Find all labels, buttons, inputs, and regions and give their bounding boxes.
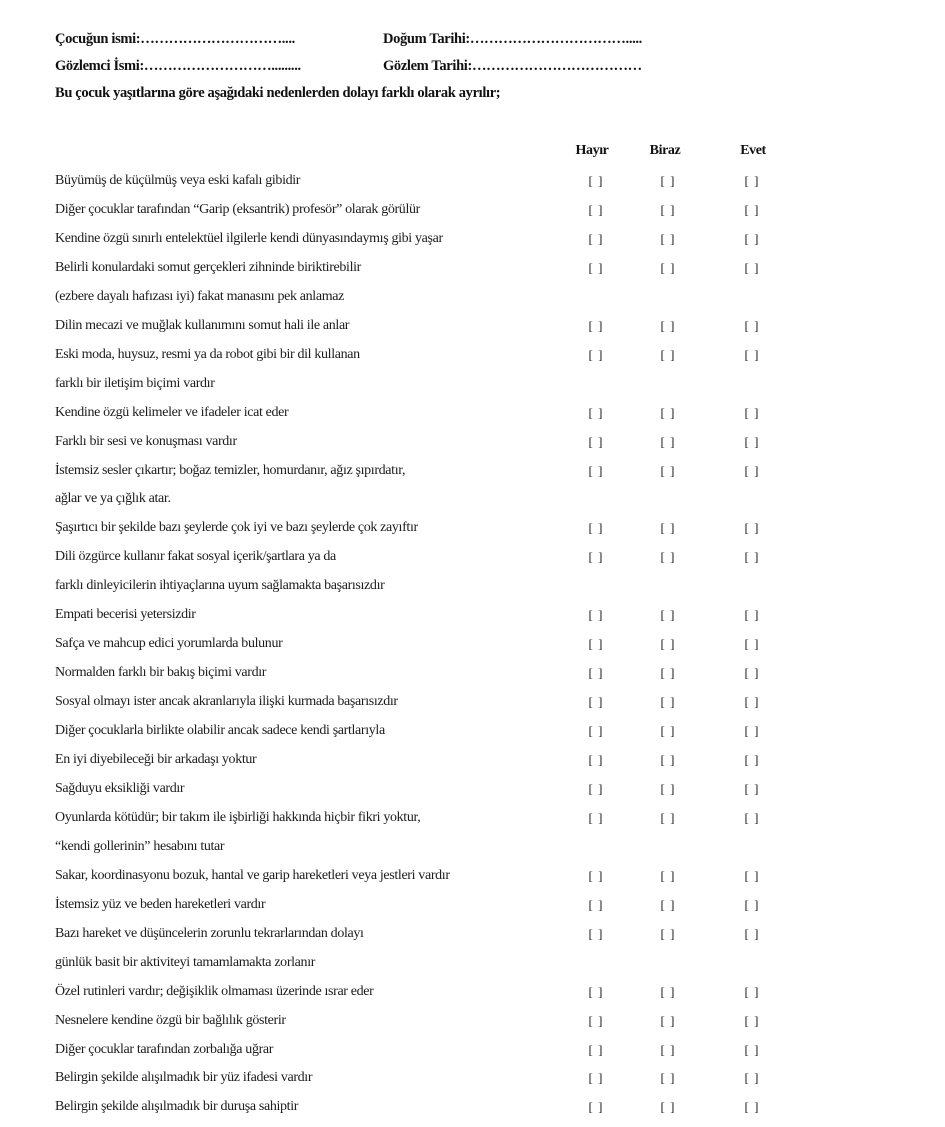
checklist-item-continuation xyxy=(55,953,885,982)
checklist-item-continuation xyxy=(55,374,885,403)
checklist-item xyxy=(55,779,885,808)
item-text: Bazı hareket ve düşüncelerin zorunlu tekrarlarından dolayı xyxy=(55,925,364,941)
column-header-evet: Evet xyxy=(740,143,766,158)
checkbox-biraz[interactable]: [ ] xyxy=(660,1099,676,1115)
checkbox-hayir[interactable]: [ ] xyxy=(588,1012,604,1028)
checklist-item xyxy=(55,866,885,895)
checkbox-hayir[interactable]: [ ] xyxy=(588,462,604,478)
item-text: ağlar ve ya çığlık atar. xyxy=(55,491,171,507)
checkbox-biraz[interactable]: [ ] xyxy=(660,462,676,478)
checkbox-hayir[interactable]: [ ] xyxy=(588,636,604,652)
checkbox-evet[interactable]: [ ] xyxy=(744,404,760,420)
instruction-text: Bu çocuk yaşıtlarına göre aşağıdaki nedenlerden dolayı farklı olarak ayrılır; xyxy=(55,85,501,101)
observer-name-field[interactable]: Gözlemci İsmi:………………………......... xyxy=(55,58,301,74)
item-text: İstemsiz yüz ve beden hareketleri vardır xyxy=(55,896,266,912)
checkbox-biraz[interactable]: [ ] xyxy=(660,867,676,883)
checkbox-hayir[interactable]: [ ] xyxy=(588,1099,604,1115)
column-header-hayir: Hayır xyxy=(575,143,609,158)
checkbox-biraz[interactable]: [ ] xyxy=(660,230,676,246)
checkbox-biraz[interactable]: [ ] xyxy=(660,665,676,681)
checkbox-evet[interactable]: [ ] xyxy=(744,230,760,246)
checkbox-evet[interactable]: [ ] xyxy=(744,462,760,478)
checkbox-biraz[interactable]: [ ] xyxy=(660,404,676,420)
item-text: (ezbere dayalı hafızası iyi) fakat manasını pek anlamaz xyxy=(55,288,344,304)
checkbox-evet[interactable]: [ ] xyxy=(744,694,760,710)
item-text: günlük basit bir aktiviteyi tamamlamakta zorlanır xyxy=(55,954,316,970)
checklist-item xyxy=(55,692,885,721)
item-text: Safça ve mahcup edici yorumlarda bulunur xyxy=(55,636,283,652)
checkbox-biraz[interactable]: [ ] xyxy=(660,549,676,565)
checkbox-hayir[interactable]: [ ] xyxy=(588,259,604,275)
checkbox-evet[interactable]: [ ] xyxy=(744,867,760,883)
item-text: Belirgin şekilde alışılmadık bir yüz ifadesi vardır xyxy=(55,1070,313,1086)
checkbox-biraz[interactable]: [ ] xyxy=(660,809,676,825)
checkbox-hayir[interactable]: [ ] xyxy=(588,520,604,536)
checkbox-biraz[interactable]: [ ] xyxy=(660,201,676,217)
child-name-field[interactable]: Çocuğun ismi:………………………….... xyxy=(55,31,295,47)
checklist-item xyxy=(55,432,885,461)
checkbox-hayir[interactable]: [ ] xyxy=(588,780,604,796)
checklist-item xyxy=(55,721,885,750)
checklist-item-continuation xyxy=(55,287,885,316)
checkbox-biraz[interactable]: [ ] xyxy=(660,694,676,710)
checklist-item xyxy=(55,663,885,692)
checkbox-hayir[interactable]: [ ] xyxy=(588,346,604,362)
checkbox-evet[interactable]: [ ] xyxy=(744,780,760,796)
item-text: Belirli konulardaki somut gerçekleri zihninde biriktirebilir xyxy=(55,259,361,275)
checkbox-hayir[interactable]: [ ] xyxy=(588,665,604,681)
item-text: Normalden farklı bir bakış biçimi vardır xyxy=(55,665,267,681)
checklist-item xyxy=(55,518,885,547)
item-text: Nesnelere kendine özgü bir bağlılık gösterir xyxy=(55,1012,286,1028)
checkbox-biraz[interactable]: [ ] xyxy=(660,925,676,941)
checkbox-evet[interactable]: [ ] xyxy=(744,607,760,623)
checklist-item xyxy=(55,461,885,490)
checklist-item xyxy=(55,634,885,663)
checkbox-biraz[interactable]: [ ] xyxy=(660,259,676,275)
checkbox-evet[interactable]: [ ] xyxy=(744,665,760,681)
checkbox-hayir[interactable]: [ ] xyxy=(588,1070,604,1086)
checkbox-hayir[interactable]: [ ] xyxy=(588,983,604,999)
item-text: Sağduyu eksikliği vardır xyxy=(55,780,185,796)
item-text: Dilin mecazi ve muğlak kullanımını somut hali ile anlar xyxy=(55,317,350,333)
checkbox-biraz[interactable]: [ ] xyxy=(660,1012,676,1028)
checkbox-hayir[interactable]: [ ] xyxy=(588,607,604,623)
checkbox-hayir[interactable]: [ ] xyxy=(588,433,604,449)
item-text: Dili özgürce kullanır fakat sosyal içerik/şartlara ya da xyxy=(55,549,336,565)
checklist-item-continuation xyxy=(55,489,885,518)
checkbox-hayir[interactable]: [ ] xyxy=(588,809,604,825)
checkbox-evet[interactable]: [ ] xyxy=(744,636,760,652)
checkbox-hayir[interactable]: [ ] xyxy=(588,230,604,246)
item-text: Diğer çocuklar tarafından “Garip (eksantrik) profesör” olarak görülür xyxy=(55,201,420,217)
item-text: Diğer çocuklarla birlikte olabilir ancak sadece kendi şartlarıyla xyxy=(55,723,385,739)
checkbox-biraz[interactable]: [ ] xyxy=(660,1070,676,1086)
checkbox-evet[interactable]: [ ] xyxy=(744,752,760,767)
checkbox-evet[interactable]: [ ] xyxy=(744,346,760,362)
checkbox-biraz[interactable]: [ ] xyxy=(660,173,676,188)
checkbox-evet[interactable]: [ ] xyxy=(744,925,760,941)
item-text: farklı bir iletişim biçimi vardır xyxy=(55,375,215,391)
checkbox-hayir[interactable]: [ ] xyxy=(588,752,604,767)
item-text: farklı dinleyicilerin ihtiyaçlarına uyum sağlamakta başarısızdır xyxy=(55,578,385,594)
item-text: Empati becerisi yetersizdir xyxy=(55,607,196,623)
item-text: Şaşırtıcı bir şekilde bazı şeylerde çok iyi ve bazı şeylerde çok zayıftır xyxy=(55,520,418,536)
checkbox-biraz[interactable]: [ ] xyxy=(660,723,676,739)
checkbox-hayir[interactable]: [ ] xyxy=(588,925,604,941)
checkbox-hayir[interactable]: [ ] xyxy=(588,549,604,565)
item-text: Farklı bir sesi ve konuşması vardır xyxy=(55,433,237,449)
checkbox-hayir[interactable]: [ ] xyxy=(588,173,604,188)
checkbox-hayir[interactable]: [ ] xyxy=(588,723,604,739)
checklist-item xyxy=(55,200,885,229)
checkbox-hayir[interactable]: [ ] xyxy=(588,317,604,333)
checklist-item xyxy=(55,1040,885,1069)
checkbox-biraz[interactable]: [ ] xyxy=(660,520,676,536)
checkbox-evet[interactable]: [ ] xyxy=(744,317,760,333)
checklist-item xyxy=(55,605,885,634)
checkbox-biraz[interactable]: [ ] xyxy=(660,636,676,652)
item-text: Eski moda, huysuz, resmi ya da robot gibi bir dil kullanan xyxy=(55,346,360,362)
checkbox-evet[interactable]: [ ] xyxy=(744,1070,760,1086)
checkbox-evet[interactable]: [ ] xyxy=(744,896,760,912)
checklist-item xyxy=(55,345,885,374)
item-text: İstemsiz sesler çıkartır; boğaz temizler, homurdanır, ağız şıpırdatır, xyxy=(55,462,406,478)
checklist-item xyxy=(55,403,885,432)
checkbox-evet[interactable]: [ ] xyxy=(744,433,760,449)
item-text: “kendi gollerinin” hesabını tutar xyxy=(55,838,225,854)
checkbox-evet[interactable]: [ ] xyxy=(744,983,760,999)
checkbox-evet[interactable]: [ ] xyxy=(744,1041,760,1057)
checklist-item xyxy=(55,1068,885,1097)
checkbox-evet[interactable]: [ ] xyxy=(744,1012,760,1028)
checkbox-evet[interactable]: [ ] xyxy=(744,809,760,825)
checkbox-biraz[interactable]: [ ] xyxy=(660,1041,676,1057)
checkbox-evet[interactable]: [ ] xyxy=(744,549,760,565)
checkbox-hayir[interactable]: [ ] xyxy=(588,867,604,883)
checkbox-hayir[interactable]: [ ] xyxy=(588,201,604,217)
checklist-item xyxy=(55,258,885,287)
checklist-item xyxy=(55,1097,885,1126)
column-header-biraz: Biraz xyxy=(649,143,681,158)
observation-date-field[interactable]: Gözlem Tarihi:……………………………… xyxy=(383,58,642,74)
checkbox-evet[interactable]: [ ] xyxy=(744,723,760,739)
item-text: Özel rutinleri vardır; değişiklik olmaması üzerinde ısrar eder xyxy=(55,983,374,999)
birth-date-field[interactable]: Doğum Tarihi:……………………………..... xyxy=(383,31,642,47)
checklist-item xyxy=(55,924,885,953)
item-text: Sakar, koordinasyonu bozuk, hantal ve garip hareketleri veya jestleri vardır xyxy=(55,867,450,883)
item-text: Büyümüş de küçülmüş veya eski kafalı gibidir xyxy=(55,173,301,188)
checkbox-hayir[interactable]: [ ] xyxy=(588,694,604,710)
checklist-item xyxy=(55,750,885,779)
checklist-item-continuation xyxy=(55,837,885,866)
checkbox-biraz[interactable]: [ ] xyxy=(660,346,676,362)
item-text: Sosyal olmayı ister ancak akranlarıyla ilişki kurmada başarısızdır xyxy=(55,694,398,710)
checkbox-biraz[interactable]: [ ] xyxy=(660,607,676,623)
checklist-item xyxy=(55,229,885,258)
checklist-item xyxy=(55,982,885,1011)
checklist-item xyxy=(55,1011,885,1040)
item-text: Kendine özgü sınırlı entelektüel ilgilerle kendi dünyasındaymış gibi yaşar xyxy=(55,230,443,246)
checklist-item xyxy=(55,171,885,200)
checklist-item xyxy=(55,316,885,345)
checkbox-hayir[interactable]: [ ] xyxy=(588,404,604,420)
checkbox-evet[interactable]: [ ] xyxy=(744,201,760,217)
checkbox-biraz[interactable]: [ ] xyxy=(660,896,676,912)
item-text: Kendine özgü kelimeler ve ifadeler icat eder xyxy=(55,404,289,420)
checkbox-evet[interactable]: [ ] xyxy=(744,1099,760,1115)
checkbox-evet[interactable]: [ ] xyxy=(744,520,760,536)
checkbox-evet[interactable]: [ ] xyxy=(744,173,760,188)
item-text: Diğer çocuklar tarafından zorbalığa uğrar xyxy=(55,1041,274,1057)
checklist-item xyxy=(55,547,885,576)
item-text: Oyunlarda kötüdür; bir takım ile işbirliği hakkında hiçbir fikri yoktur, xyxy=(55,809,421,825)
checklist-item xyxy=(55,808,885,837)
item-text: Belirgin şekilde alışılmadık bir duruşa sahiptir xyxy=(55,1099,299,1115)
checkbox-biraz[interactable]: [ ] xyxy=(660,752,676,767)
checkbox-biraz[interactable]: [ ] xyxy=(660,983,676,999)
checkbox-hayir[interactable]: [ ] xyxy=(588,1041,604,1057)
checklist-item xyxy=(55,895,885,924)
checkbox-hayir[interactable]: [ ] xyxy=(588,896,604,912)
checkbox-biraz[interactable]: [ ] xyxy=(660,317,676,333)
item-text: En iyi diyebileceği bir arkadaşı yoktur xyxy=(55,752,257,767)
checklist-item-continuation xyxy=(55,576,885,605)
checkbox-evet[interactable]: [ ] xyxy=(744,259,760,275)
checkbox-biraz[interactable]: [ ] xyxy=(660,780,676,796)
checkbox-biraz[interactable]: [ ] xyxy=(660,433,676,449)
